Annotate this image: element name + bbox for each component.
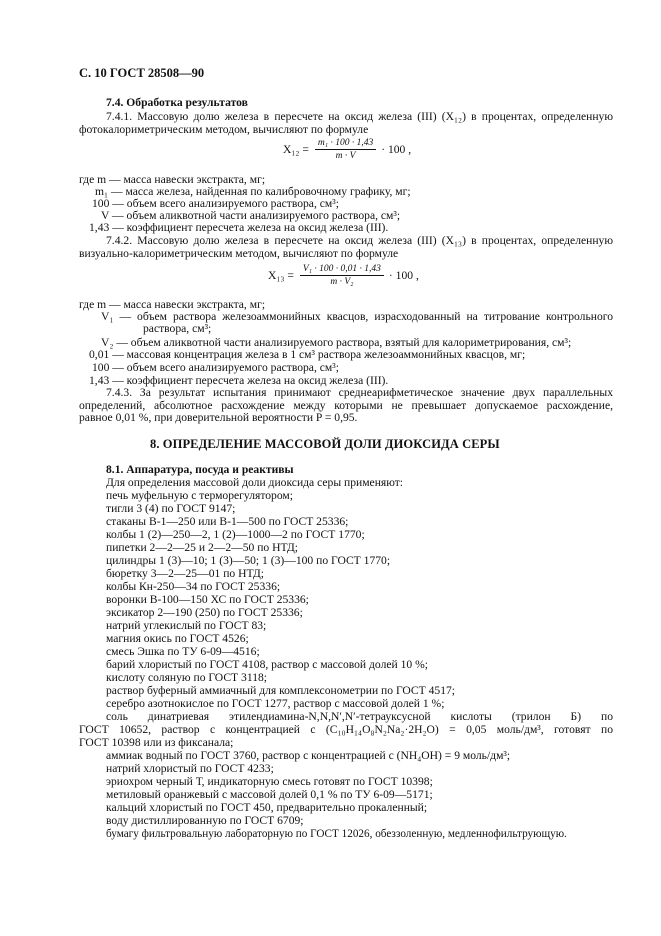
list-item: тигли 3 (4) по ГОСТ 9147;: [106, 502, 236, 515]
list-item: бюретку 3—2—25—01 по НТД;: [106, 567, 264, 580]
formula-numerator: V₁ · 100 · 0,01 · 1,43: [300, 264, 384, 276]
list-item: пипетки 2—2—25 и 2—2—50 по НТД;: [106, 541, 298, 554]
paragraph-7-4-1-line: 7.4.1. Массовую долю железа в пересчете на оксид железа (III) (X₁₂) в процентах, определенную: [106, 110, 613, 123]
where-line: где m — масса навески экстракта, мг;: [79, 173, 266, 186]
paragraph-7-4-2-line: визуально-калориметрическим методом, вычисляют по формуле: [79, 247, 399, 260]
list-item: смесь Эшка по ТУ 6-09—4516;: [106, 645, 260, 658]
section-7-4-title: 7.4. Обработка результатов: [106, 96, 248, 109]
formula-rhs: · 100 ,: [381, 143, 412, 156]
list-item: воронки В-100—150 ХС по ГОСТ 25336;: [106, 593, 309, 606]
list-item: натрий углекислый по ГОСТ 83;: [106, 619, 267, 632]
formula-rhs: · 100 ,: [388, 269, 419, 282]
section-8-1-intro: Для определения массовой доли диоксида серы применяют:: [106, 476, 404, 489]
list-item-trilon: соль динатриевая этилендиамина-N,N,N′,N′-тетрауксусной кислоты (трилон Б) по: [106, 710, 613, 723]
formula-lhs: X₁₂ =: [283, 143, 309, 156]
list-item: печь муфельную с терморегулятором;: [106, 489, 293, 502]
formula-fraction: [300, 264, 384, 287]
list-item: серебро азотнокислое по ГОСТ 1277, раствор с массовой долей 1 %;: [106, 697, 445, 710]
paragraph-7-4-1-line: фотокалориметрическим методом, вычисляют по формуле: [79, 123, 369, 136]
where-line: раствора, см³;: [143, 322, 212, 335]
list-item: аммиак водный по ГОСТ 3760, раствор с концентрацией c (NH₄OH) = 9 моль/дм³;: [106, 749, 511, 762]
list-item: магния окись по ГОСТ 4526;: [106, 632, 249, 645]
list-item-trilon: ГОСТ 10398 или из фиксанала;: [79, 736, 234, 749]
section-8-title: 8. ОПРЕДЕЛЕНИЕ МАССОВОЙ ДОЛИ ДИОКСИДА СЕРЫ: [150, 437, 500, 451]
list-item: метиловый оранжевый с массовой долей 0,1 % по ТУ 6-09—5171;: [106, 788, 433, 801]
list-item-trilon: ГОСТ 10652, раствор с концентрацией c (C₁₀H₁₄O₈N₂Na₂·2H₂O) = 0,05 моль/дм³, готовят по: [79, 723, 613, 736]
formula-numerator: m₁ · 100 · 1,43: [315, 138, 376, 150]
paragraph-7-4-3-line: определений, абсолютное расхождение между которыми не превышает допускаемое расхождение,: [79, 399, 613, 412]
list-item: барий хлористый по ГОСТ 4108, раствор с массовой долей 10 %;: [106, 658, 428, 671]
list-item: кислоту соляную по ГОСТ 3118;: [106, 671, 268, 684]
list-item: цилиндры 1 (3)—10; 1 (3)—50; 1 (3)—100 по ГОСТ 1770;: [106, 554, 391, 567]
formula-x12: [283, 138, 411, 161]
formula-x13: [268, 264, 419, 287]
paragraph-7-4-3-line: 7.4.3. За результат испытания принимают среднеарифметическое значение двух параллельных: [106, 386, 613, 399]
where-line: 1,43 — коэффициент пересчета железа на оксид железа (III).: [89, 221, 389, 234]
where-line: V₁ — объем раствора железоаммонийных квасцов, израсходованный на титрование контрольного: [101, 310, 613, 323]
where-line: V₂ — объем аликвотной части анализируемого раствора, взятый для калориметрирования, см³;: [101, 336, 572, 349]
where-line: 0,01 — массовая концентрация железа в 1 см³ раствора железоаммонийных квасцов, мг;: [89, 348, 526, 361]
formula-fraction: [315, 138, 376, 161]
where-line: 100 — объем всего анализируемого раствора, см³;: [92, 197, 339, 210]
list-item: воду дистиллированную по ГОСТ 6709;: [106, 814, 304, 827]
paragraph-7-4-3-line: равное 0,01 %, при доверительной вероятности P = 0,95.: [79, 411, 358, 424]
list-item: эксикатор 2—190 (250) по ГОСТ 25336;: [106, 606, 303, 619]
list-item: эриохром черный Т, индикаторную смесь готовят по ГОСТ 10398;: [106, 775, 433, 788]
section-8-1-title: 8.1. Аппаратура, посуда и реактивы: [106, 463, 294, 476]
list-item: натрий хлористый по ГОСТ 4233;: [106, 762, 274, 775]
list-item: колбы Кн-250—34 по ГОСТ 25336;: [106, 580, 281, 593]
page-header: С. 10 ГОСТ 28508—90: [79, 66, 205, 80]
formula-denominator: m · V: [335, 151, 356, 161]
list-item: кальций хлористый по ГОСТ 450, предварительно прокаленный;: [106, 801, 428, 814]
where-line: 1,43 — коэффициент пересчета железа на оксид железа (III).: [89, 374, 389, 387]
list-item: раствор буферный аммиачный для комплексонометрии по ГОСТ 4517;: [106, 684, 456, 697]
formula-denominator: m · V₂: [330, 277, 354, 287]
list-item: бумагу фильтровальную лабораторную по ГОСТ 12026, обеззоленную, медленнофильтрующую.: [106, 828, 567, 840]
where-line: 100 — объем всего анализируемого раствора, см³;: [92, 361, 339, 374]
where-line: V — объем аликвотной части анализируемого раствора, см³;: [101, 209, 401, 222]
paragraph-7-4-2-line: 7.4.2. Массовую долю железа в пересчете на оксид железа (III) (X₁₃) в процентах, определенную: [106, 234, 613, 247]
where-line: m₁ — масса железа, найденная по калибровочному графику, мг;: [95, 185, 411, 198]
list-item: стаканы В-1—250 или В-1—500 по ГОСТ 25336;: [106, 515, 349, 528]
where-line: где m — масса навески экстракта, мг;: [79, 298, 266, 311]
list-item: колбы 1 (2)—250—2, 1 (2)—1000—2 по ГОСТ 1770;: [106, 528, 365, 541]
formula-lhs: X₁₃ =: [268, 269, 294, 282]
